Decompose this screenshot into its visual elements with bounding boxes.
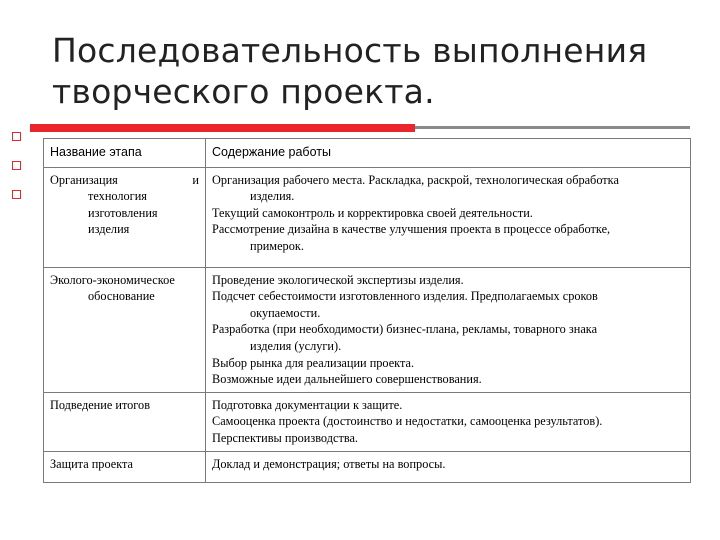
stage-name-continuation: обоснование <box>88 289 155 304</box>
content-item <box>212 413 684 430</box>
stage-cell <box>44 451 206 483</box>
stages-table-container <box>43 138 690 483</box>
content-item <box>212 355 684 372</box>
table-row <box>44 392 691 451</box>
stage-name-line: Защита проекта <box>50 456 134 471</box>
slide-title-line-2: творческого проекта. <box>52 72 435 111</box>
stages-table <box>43 138 691 483</box>
content-item <box>212 205 684 222</box>
content-item-text: Разработка (при необходимости) бизнес-плана, рекламы, товарного знака <box>212 322 598 337</box>
title-underline-red <box>30 124 415 132</box>
content-item <box>212 221 684 254</box>
content-item <box>212 397 684 414</box>
content-item-text: Доклад и демонстрация; ответы на вопросы. <box>212 456 446 471</box>
title-underline-gray <box>415 126 690 129</box>
content-item <box>212 456 684 473</box>
content-item-text: Выбор рынка для реализации проекта. <box>212 355 415 370</box>
header-stage-name: Название этапа <box>44 139 206 168</box>
stage-name-line: Организация и <box>50 172 199 187</box>
content-item <box>212 371 684 388</box>
content-item-text: Рассмотрение дизайна в качестве улучшения проекта в процессе обработке, <box>212 222 611 237</box>
content-item-text: Подсчет себестоимости изготовленного изделия. Предполагаемых сроков <box>212 289 598 304</box>
table-row <box>44 167 691 267</box>
stage-cell <box>44 267 206 392</box>
stage-name-continuation: технология изготовления изделия <box>88 189 158 237</box>
table-row <box>44 451 691 483</box>
stage-cell <box>44 167 206 267</box>
content-item <box>212 321 684 354</box>
content-item-continuation: примерок. <box>250 238 304 253</box>
content-item-continuation: изделия (услуги). <box>250 338 342 353</box>
table-row <box>44 267 691 392</box>
content-item-text: Перспективы производства. <box>212 430 358 445</box>
slide-title <box>52 30 692 112</box>
slide-title-line-1: Последовательность выполнения <box>52 31 648 70</box>
stage-cell <box>44 392 206 451</box>
content-cell <box>206 167 691 267</box>
header-work-content: Содержание работы <box>206 139 691 168</box>
bullet-square-decoration <box>12 161 21 170</box>
content-cell <box>206 267 691 392</box>
content-item <box>212 272 684 289</box>
content-item-text: Возможные идеи дальнейшего совершенствования. <box>212 372 482 387</box>
stage-name-line: Подведение итогов <box>50 397 151 412</box>
content-item-text: Текущий самоконтроль и корректировка своей деятельности. <box>212 205 533 220</box>
bullet-square-decoration <box>12 190 21 199</box>
content-cell <box>206 451 691 483</box>
content-item <box>212 430 684 447</box>
stage-name-line: Эколого-экономическое <box>50 272 175 287</box>
content-item-continuation: окупаемости. <box>250 305 321 320</box>
table-header-row <box>44 139 691 168</box>
content-item <box>212 288 684 321</box>
content-item-text: Проведение экологической экспертизы изделия. <box>212 272 464 287</box>
content-item-continuation: изделия. <box>250 189 295 204</box>
content-item-text: Организация рабочего места. Раскладка, раскрой, технологическая обработка <box>212 172 619 187</box>
content-item-text: Самооценка проекта (достоинство и недостатки, самооценка результатов). <box>212 414 603 429</box>
content-item <box>212 172 684 205</box>
bullet-square-decoration <box>12 132 21 141</box>
content-cell <box>206 392 691 451</box>
content-item-text: Подготовка документации к защите. <box>212 397 403 412</box>
